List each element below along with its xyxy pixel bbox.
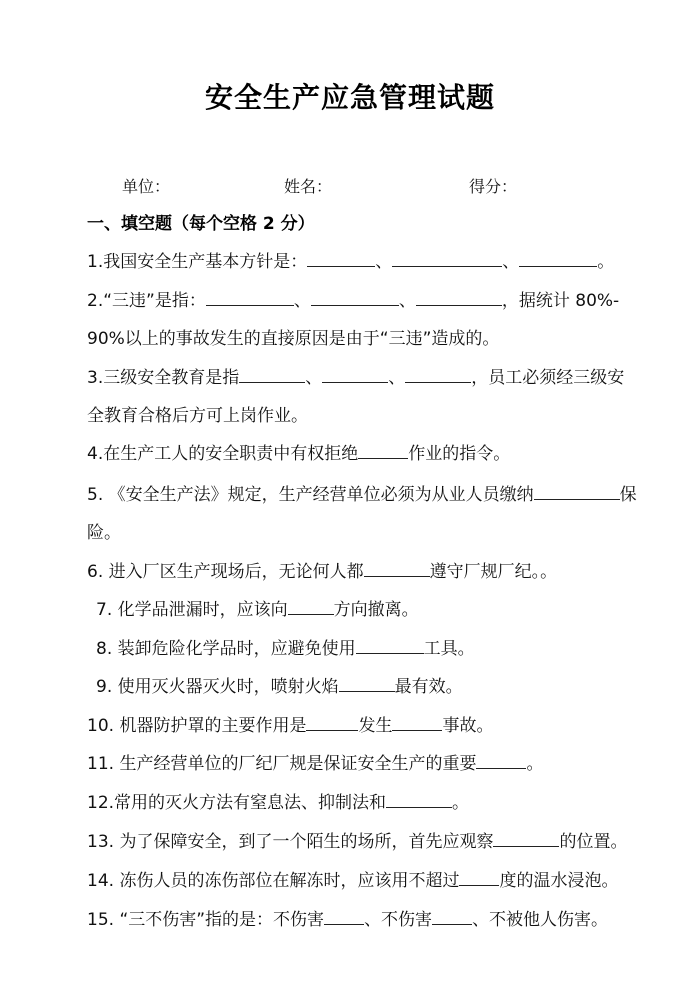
answer-blank[interactable] [392,715,442,731]
question-15: 15. “三不伤害”指的是：不伤害 、不伤害 、不被他人伤害。 [87,910,609,930]
answer-blank[interactable] [519,251,597,267]
score-label: 得分： [469,177,518,196]
question-5-cont: 险。 [87,523,121,543]
answer-blank[interactable] [356,638,424,654]
question-7: 7. 化学品泄漏时，应该向 方向撤离。 [96,600,419,620]
answer-blank[interactable] [459,870,499,886]
question-2-cont: 90%以上的事故发生的直接原因是由于“三违”造成的。 [87,329,500,349]
answer-blank[interactable] [339,676,395,692]
question-3-cont: 全教育合格后方可上岗作业。 [87,406,308,426]
name-label: 姓名： [284,177,333,196]
answer-blank[interactable] [307,251,375,267]
question-11: 11. 生产经营单位的厂纪厂规是保证安全生产的重要 。 [87,754,544,774]
question-5: 5. 《安全生产法》规定，生产经营单位必须为从业人员缴纳 保 [87,485,637,505]
question-6: 6. 进入厂区生产现场后，无论何人都 遵守厂规厂纪。。 [87,562,558,582]
unit-label: 单位： [122,177,171,196]
answer-blank[interactable] [206,290,294,306]
question-12: 12.常用的灭火方法有窒息法、抑制法和 。 [87,793,470,813]
answer-blank[interactable] [288,599,334,615]
answer-blank[interactable] [416,290,502,306]
answer-blank[interactable] [311,290,399,306]
question-1: 1.我国安全生产基本方针是： 、 、 。 [87,252,615,272]
answer-blank[interactable] [476,753,526,769]
question-9: 9. 使用灭火器灭火时，喷射火焰 最有效。 [96,677,463,697]
question-13: 13. 为了保障安全，到了一个陌生的场所，首先应观察 的位置。 [87,832,628,852]
question-14: 14. 冻伤人员的冻伤部位在解冻时，应该用不超过 度的温水浸泡。 [87,871,619,891]
question-2: 2.“三违”是指： 、 、 ，据统计 80%- [87,291,620,311]
answer-blank[interactable] [322,367,388,383]
answer-blank[interactable] [306,715,358,731]
question-3: 3.三级安全教育是指 、 、 ，员工必须经三级安 [87,368,625,388]
answer-blank[interactable] [392,251,502,267]
question-10: 10. 机器防护罩的主要作用是 发生 事故。 [87,716,494,736]
answer-blank[interactable] [534,484,620,500]
answer-blank[interactable] [493,831,559,847]
answer-blank[interactable] [386,792,452,808]
answer-blank[interactable] [358,443,408,459]
question-8: 8. 装卸危险化学品时，应避免使用 工具。 [96,639,475,659]
answer-blank[interactable] [324,909,364,925]
question-4: 4.在生产工人的安全职责中有权拒绝 作业的指令。 [87,444,511,464]
answer-blank[interactable] [364,561,430,577]
answer-blank[interactable] [405,367,471,383]
answer-blank[interactable] [432,909,472,925]
section-heading: 一、填空题（每个空格 2 分） [87,214,315,234]
page-title: 安全生产应急管理试题 [204,81,495,114]
answer-blank[interactable] [239,367,305,383]
